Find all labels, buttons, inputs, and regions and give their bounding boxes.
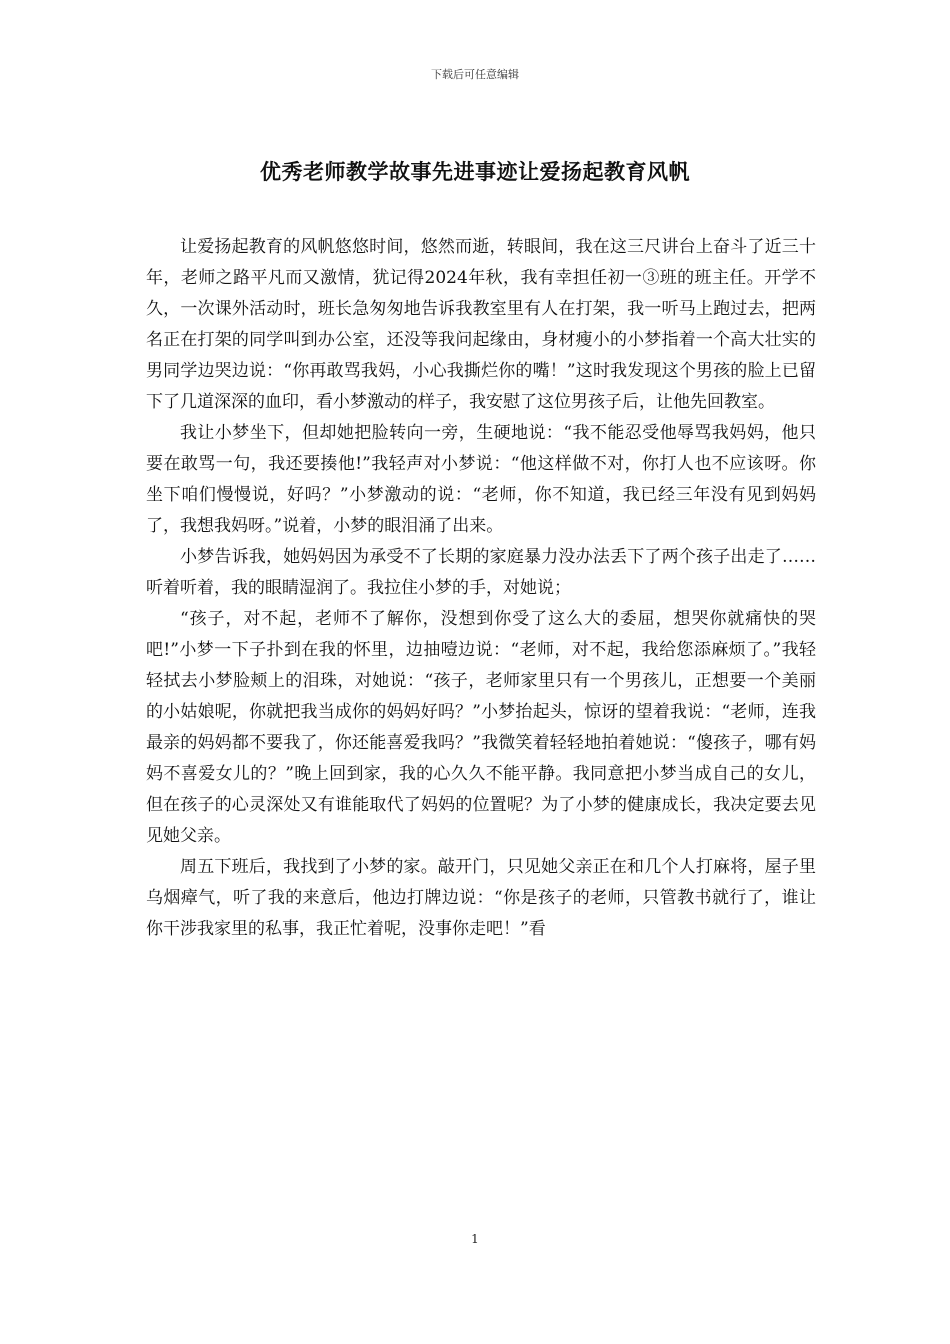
paragraph-4: “孩子，对不起，老师不了解你，没想到你受了这么大的委屈，想哭你就痛快的哭吧!”小梦一下子扑到在我的怀里，边抽噎边说：“老师，对不起，我给您添麻烦了。”我轻轻拭去小梦脸颊上的泪珠，对她说：“孩子，老师家里只有一个男孩儿，正想要一个美丽的小姑娘呢，你就把我当成你的妈妈好吗？”小梦抬起头，惊讶的望着我说：“老师，连我最亲的妈妈都不要我了，你还能喜爱我吗？”我微笑着轻轻地拍着她说：“傻孩子，哪有妈妈不喜爱女儿的？”晚上回到家，我的心久久不能平静。我同意把小梦当成自己的女儿，但在孩子的心灵深处又有谁能取代了妈妈的位置呢？为了小梦的健康成长，我决定要去见见她父亲。 [146, 609, 816, 846]
page-number: 1 [471, 1232, 479, 1246]
document-body [146, 232, 816, 945]
paragraph-1: 让爱扬起教育的风帆悠悠时间，悠然而逝，转眼间，我在这三尺讲台上奋斗了近三十年，老师之路平凡而又激情，犹记得2024年秋，我有幸担任初一③班的班主任。开学不久，一次课外活动时，班长急匆匆地告诉我教室里有人在打架，我一听马上跑过去，把两名正在打架的同学叫到办公室，还没等我问起缘由，身材瘦小的小梦指着一个高大壮实的男同学边哭边说：“你再敢骂我妈，小心我撕烂你的嘴！”这时我发现这个男孩的脸上已留下了几道深深的血印，看小梦激动的样子，我安慰了这位男孩子后，让他先回教室。 [146, 237, 816, 412]
paragraph-3: 小梦告诉我，她妈妈因为承受不了长期的家庭暴力没办法丢下了两个孩子出走了……听着听着，我的眼睛湿润了。我拉住小梦的手，对她说； [146, 547, 816, 598]
paragraph-2: 我让小梦坐下，但却她把脸转向一旁，生硬地说：“我不能忍受他辱骂我妈妈，他只要在敢骂一句，我还要揍他!”我轻声对小梦说：“他这样做不对，你打人也不应该呀。你坐下咱们慢慢说，好吗？”小梦激动的说：“老师，你不知道，我已经三年没有见到妈妈了，我想我妈呀。”说着，小梦的眼泪涌了出来。 [146, 423, 816, 536]
paragraph-5: 周五下班后，我找到了小梦的家。敲开门，只见她父亲正在和几个人打麻将，屋子里乌烟瘴气，听了我的来意后，他边打牌边说：“你是孩子的老师，只管教书就行了，谁让你干涉我家里的私事，我正忙着呢，没事你走吧！”看 [146, 857, 816, 939]
document-title: 优秀老师教学故事先进事迹让爱扬起教育风帆 [260, 159, 690, 184]
page-header: 下载后可任意编辑 [431, 68, 519, 81]
